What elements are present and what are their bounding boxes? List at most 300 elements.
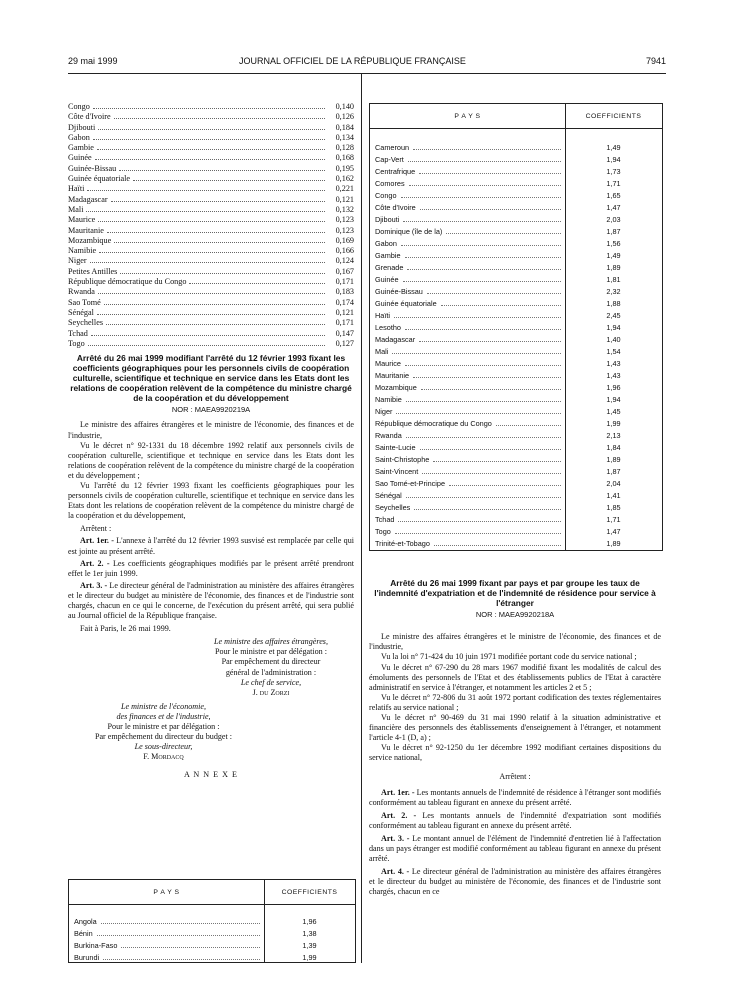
sig-line: Pour le ministre et par délégation :: [215, 647, 327, 657]
country-name: Saint-Christophe: [375, 454, 430, 464]
table-row: [370, 273, 662, 285]
dot-leader: [441, 299, 561, 306]
coefficient-value: 1,43: [606, 358, 621, 368]
dot-leader: [405, 323, 561, 330]
dot-leader: [446, 227, 561, 234]
table-header: [370, 104, 662, 129]
list-item: [68, 195, 354, 205]
dot-leader: [413, 371, 561, 378]
country-name: Namibie: [68, 246, 97, 256]
country-name: Tchad: [68, 328, 88, 338]
decree-2-article-3: [369, 834, 661, 864]
coefficient-value: 2,32: [606, 286, 621, 296]
dot-leader: [101, 917, 260, 924]
decree-1-preamble: Le ministre des affaires étrangères et le ministre de l'économie, des finances et de l'industrie,: [68, 420, 354, 440]
country-name: Gambie: [375, 250, 401, 260]
country-cell: [69, 929, 264, 938]
coefficient-value: 0,121: [335, 194, 354, 204]
decree-2-visa-2: Vu le décret n° 67-290 du 28 mars 1967 modifié fixant les modalités de calcul des émoluments des personnels de l'Etat et des établissements publics de l'Etat à caractère administratif en service à l'étranger, et notamment les articles 2 et 5 ;: [369, 662, 661, 692]
country-name: Trinité-et-Tobago: [375, 538, 430, 548]
dot-leader: [414, 503, 561, 510]
country-name: Mauritanie: [375, 370, 410, 380]
country-cell: [370, 191, 565, 200]
dot-leader: [408, 155, 561, 162]
country-name: Grenade: [375, 262, 404, 272]
country-name: Haïti: [68, 184, 85, 194]
country-cell: [370, 539, 565, 548]
country-cell: [370, 227, 565, 236]
table-row: [370, 453, 662, 465]
country-name: Congo: [375, 190, 397, 200]
dot-leader: [107, 226, 325, 233]
dot-leader: [103, 953, 260, 960]
coefficient-value: 0,124: [335, 256, 354, 266]
col-header-pays: P A Y S: [153, 888, 180, 896]
article-label: Art. 1er. -: [80, 536, 114, 546]
header-journal-title: JOURNAL OFFICIEL DE LA RÉPUBLIQUE FRANÇAISE: [239, 56, 466, 66]
coefficient-value: 1,89: [606, 262, 621, 272]
country-name: Cameroun: [375, 142, 410, 152]
coefficient-value: 1,54: [606, 346, 621, 356]
decree-2-visa-5: Vu le décret n° 92-1250 du 1er décembre 1992 modifiant certaines dispositions du service national,: [369, 743, 661, 763]
decree-2-article-2: [369, 811, 661, 831]
sig-name: J. du Zorzi: [252, 687, 290, 697]
dot-leader: [93, 133, 325, 140]
country-cell: [370, 455, 565, 464]
table-row: [370, 393, 662, 405]
country-cell: [370, 419, 565, 428]
country-cell: [69, 953, 264, 962]
list-item: [68, 205, 354, 215]
decree-1-visa-2: Vu l'arrêté du 12 février 1993 fixant les coefficients géographiques pour les personnels civils de coopération culturelle, scientifique et technique en service dans les Etats dont les relations de coopération relèvent de la compétence du ministre chargé de la coopération et du développement,: [68, 480, 354, 521]
coefficient-value: 0,132: [335, 204, 354, 214]
country-name: Rwanda: [68, 287, 95, 297]
table-row: [370, 441, 662, 453]
table-row: [370, 345, 662, 357]
sig-line: Le ministre des affaires étrangères,: [214, 637, 328, 647]
dot-leader: [449, 479, 561, 486]
country-cell: [370, 479, 565, 488]
country-cell: [370, 443, 565, 452]
list-item: [68, 102, 354, 112]
decree-2-visa-4: Vu le décret n° 90-469 du 31 mai 1990 relatif à la situation administrative et financière des personnels des établissements d'enseignement à l'étranger, et notamment l'article 4-1 (D, a) ;: [369, 713, 661, 743]
coefficient-value: 1,65: [606, 190, 621, 200]
table-row: [370, 417, 662, 429]
dot-leader: [403, 275, 561, 282]
article-text: Les montants annuels de l'indemnité de résidence à l'étranger sont modifiés conformément au tableau figurant en annexe du présent arrêté.: [369, 787, 661, 807]
article-label: Art. 3. -: [381, 833, 410, 843]
table-row: [370, 165, 662, 177]
decree-2-nor: NOR : MAEA9920218A: [475, 610, 555, 619]
country-name: Guinée équatoriale: [68, 174, 131, 184]
coefficient-value: 1,89: [606, 454, 621, 464]
left-column: [68, 102, 354, 781]
dot-leader: [99, 246, 325, 253]
table-row: [370, 189, 662, 201]
country-name: Madagascar: [68, 194, 108, 204]
coefficient-value: 0,121: [335, 307, 354, 317]
dot-leader: [114, 236, 325, 243]
country-name: Côte d'Ivoire: [68, 112, 111, 122]
dot-leader: [427, 287, 561, 294]
country-cell: [370, 491, 565, 500]
country-cell: [370, 299, 565, 308]
table-row: [370, 333, 662, 345]
coefficient-value: 0,162: [335, 174, 354, 184]
table-row: [370, 297, 662, 309]
column-divider: [361, 73, 362, 963]
country-name: Seychelles: [375, 502, 411, 512]
country-name: Comores: [375, 178, 405, 188]
table-row: [370, 309, 662, 321]
decree-1-article-3: [68, 581, 354, 621]
list-item: [68, 112, 354, 122]
coefficient-value: 1,49: [606, 142, 621, 152]
country-cell: [370, 515, 565, 524]
country-cell: [69, 941, 264, 950]
coefficient-value: 1,71: [606, 514, 621, 524]
list-item: [68, 287, 354, 297]
list-item: [68, 184, 354, 194]
coefficient-value: 1,56: [606, 238, 621, 248]
table-row: [370, 369, 662, 381]
country-name: Burkina-Faso: [74, 940, 118, 950]
sig-line: Le chef de service,: [240, 677, 302, 687]
dot-leader: [121, 941, 260, 948]
country-name: République démocratique du Congo: [68, 277, 187, 287]
country-cell: [370, 311, 565, 320]
coefficients-table: [369, 103, 663, 551]
header-page-number: 7941: [645, 56, 666, 66]
country-name: Angola: [74, 916, 97, 926]
dot-leader: [98, 215, 325, 222]
sig-line: Par empêchement du directeur: [221, 657, 321, 667]
country-name: Centrafrique: [375, 166, 416, 176]
country-name: Sénégal: [68, 307, 94, 317]
col-header-coefficients: COEFFICIENTS: [281, 888, 338, 896]
dot-leader: [406, 395, 561, 402]
table-row: [370, 285, 662, 297]
signature-block-1: [188, 637, 354, 698]
dot-leader: [111, 195, 325, 202]
list-item: [68, 226, 354, 236]
dot-leader: [133, 174, 325, 181]
country-name: Guinée-Bissau: [375, 286, 423, 296]
coefficient-value: 1,40: [606, 334, 621, 344]
sig-name: F. Mordacq: [143, 752, 184, 762]
dot-leader: [405, 359, 561, 366]
decree-2-visa-1: Vu la loi n° 71-424 du 10 juin 1971 modifiée portant code du service national ;: [381, 652, 637, 662]
coefficient-value: 1,81: [606, 274, 621, 284]
country-name: Guinée équatoriale: [375, 298, 437, 308]
page-header: [68, 56, 666, 70]
coefficient-value: 1,47: [606, 526, 621, 536]
annexe-heading: A N N E X E: [184, 770, 238, 780]
coefficient-value: 2,04: [606, 478, 621, 488]
dot-leader: [413, 143, 561, 150]
country-name: Guinée: [375, 274, 399, 284]
col-header-pays: P A Y S: [454, 112, 481, 120]
country-name: Maurice: [375, 358, 401, 368]
coefficient-value: 0,123: [335, 215, 354, 225]
country-cell: [370, 407, 565, 416]
table-row: [69, 951, 355, 963]
coefficient-value: 1,87: [606, 466, 621, 476]
article-text: Le montant annuel de l'élément de l'indemnité d'entretien lié à l'affectation dans un pays étranger est modifié conformément au tableau figurant en annexe du présent arrêté.: [369, 833, 661, 864]
coefficient-value: 0,169: [335, 235, 354, 245]
decree-2-arretent: Arrêtent :: [499, 771, 531, 781]
dot-leader: [406, 431, 561, 438]
country-cell: [370, 395, 565, 404]
list-item: [68, 123, 354, 133]
sig-line: Pour le ministre et par délégation :: [107, 722, 220, 732]
country-cell: [370, 155, 565, 164]
coefficient-list: [68, 102, 354, 349]
dot-leader: [396, 407, 561, 414]
country-name: Mozambique: [68, 235, 112, 245]
country-cell: [370, 371, 565, 380]
table-row: [370, 525, 662, 537]
decree-2-title: Arrêté du 26 mai 1999 fixant par pays et par groupe les taux de l'indemnité d'expatriation et de l'indemnité de résidence pour service à l'étranger: [374, 578, 656, 608]
country-cell: [370, 251, 565, 260]
country-cell: [370, 203, 565, 212]
dot-leader: [97, 308, 325, 315]
country-cell: [370, 467, 565, 476]
dot-leader: [87, 184, 325, 191]
list-item: [68, 174, 354, 184]
country-cell: [370, 275, 565, 284]
country-cell: [370, 143, 565, 152]
country-name: République démocratique du Congo: [375, 418, 492, 428]
header-rule: [68, 73, 666, 74]
country-cell: [370, 239, 565, 248]
table-row: [370, 465, 662, 477]
coefficient-value: 1,94: [606, 322, 621, 332]
country-name: Dominique (île de la): [375, 226, 443, 236]
header-date: 29 mai 1999: [68, 56, 118, 66]
country-name: Niger: [375, 406, 393, 416]
country-name: Togo: [68, 338, 85, 348]
coefficient-value: 1,84: [606, 442, 621, 452]
coefficient-value: 1,43: [606, 370, 621, 380]
list-item: [68, 236, 354, 246]
country-name: Bénin: [74, 928, 93, 938]
dot-leader: [97, 929, 260, 936]
coefficient-value: 1,71: [606, 178, 621, 188]
country-cell: [370, 287, 565, 296]
country-cell: [370, 503, 565, 512]
list-item: [68, 153, 354, 163]
table-row: [370, 237, 662, 249]
country-name: Lesotho: [375, 322, 401, 332]
country-name: Niger: [68, 256, 87, 266]
table-row: [370, 213, 662, 225]
country-name: Cap-Vert: [375, 154, 404, 164]
table-row: [370, 249, 662, 261]
dot-leader: [409, 179, 561, 186]
decree-2-article-1: [369, 788, 661, 808]
table-row: [370, 357, 662, 369]
coefficient-value: 0,184: [335, 122, 354, 132]
coefficient-value: 1,94: [606, 394, 621, 404]
table-row: [370, 537, 662, 549]
column-separator: [264, 880, 265, 962]
country-name: Guinée: [68, 153, 92, 163]
dot-leader: [104, 298, 325, 305]
article-text: Le directeur général de l'administration au ministère des affaires étrangères et le directeur du budget au ministère de l'économie, des finances et de l'industrie sont chargés, chacun en ce: [369, 867, 662, 897]
coefficient-value: 0,171: [335, 277, 354, 287]
sig-line: des finances et de l'industrie,: [116, 711, 211, 721]
list-item: [68, 298, 354, 308]
dot-leader: [98, 287, 325, 294]
column-separator: [565, 104, 566, 550]
country-name: Mauritanie: [68, 225, 104, 235]
dot-leader: [419, 335, 561, 342]
dot-leader: [189, 277, 325, 284]
decree-1-article-1: [68, 536, 354, 556]
list-item: [68, 215, 354, 225]
decree-1-visa-1: Vu le décret n° 92-1331 du 18 décembre 1992 relatif aux personnels civils de coopération culturelle, scientifique et technique en service dans les Etats dont les relations de coopération relèvent de la compétence du ministre chargé de la coopération et du développement ;: [68, 440, 354, 480]
article-label: Art. 4. -: [381, 867, 410, 877]
dot-leader: [114, 112, 325, 119]
dot-leader: [106, 318, 325, 325]
coefficient-value: 0,140: [335, 102, 354, 111]
coefficient-value: 1,87: [606, 226, 621, 236]
list-item: [68, 339, 354, 349]
table-row: [370, 381, 662, 393]
country-name: Gambie: [68, 143, 94, 153]
table-row: [370, 153, 662, 165]
table-body: [69, 905, 355, 963]
country-name: Madagascar: [375, 334, 416, 344]
coefficient-value: 1,96: [606, 382, 621, 392]
list-item: [68, 267, 354, 277]
decree-1-article-2: [68, 559, 354, 579]
country-name: Mozambique: [375, 382, 417, 392]
coefficient-value: 1,41: [606, 490, 621, 500]
coefficient-value: 0,166: [335, 246, 354, 256]
table-row: [370, 477, 662, 489]
country-cell: [370, 263, 565, 272]
dot-leader: [86, 205, 325, 212]
country-name: Haïti: [375, 310, 391, 320]
dot-leader: [496, 419, 561, 426]
table-row: [69, 939, 355, 951]
annexe-table: [68, 879, 356, 963]
decree-1: [68, 353, 354, 780]
sig-line: Le sous-directeur,: [134, 742, 193, 752]
signature-block-2: [68, 702, 259, 763]
list-item: [68, 277, 354, 287]
coefficient-value: 0,126: [335, 112, 354, 122]
dot-leader: [97, 143, 325, 150]
dot-leader: [120, 267, 325, 274]
dot-leader: [421, 383, 561, 390]
country-cell: [370, 335, 565, 344]
country-name: Togo: [375, 526, 391, 536]
decree-1-arretent: Arrêtent :: [80, 524, 112, 534]
table-row: [370, 321, 662, 333]
list-item: [68, 143, 354, 153]
coefficient-value: 2,13: [606, 430, 621, 440]
coefficient-value: 0,167: [335, 266, 354, 276]
coefficient-value: 1,89: [606, 538, 621, 548]
dot-leader: [407, 263, 561, 270]
dot-leader: [419, 167, 561, 174]
article-text: Le directeur général de l'administration au ministère des affaires étrangères et le directeur du budget au ministère de l'économie, des finances et de l'industrie sont chargés, chacun en ce qui le concerne, de l'exécution du présent arrêté, qui sera publié au Journal officiel de la République française.: [68, 580, 355, 621]
dot-leader: [401, 239, 561, 246]
dot-leader: [422, 467, 561, 474]
decree-1-date-place: Fait à Paris, le 26 mai 1999.: [80, 624, 171, 634]
country-cell: [370, 383, 565, 392]
coefficient-value: 0,134: [335, 132, 354, 142]
coefficient-value: 0,174: [335, 297, 354, 307]
country-cell: [370, 323, 565, 332]
country-name: Mali: [375, 346, 389, 356]
coefficient-value: 0,183: [335, 287, 354, 297]
dot-leader: [434, 539, 561, 546]
article-label: Art. 1er. -: [381, 787, 415, 797]
table-row: [370, 261, 662, 273]
table-row: [370, 201, 662, 213]
sig-line: Par empêchement du directeur du budget :: [94, 732, 233, 742]
decree-2-article-4: [369, 867, 661, 897]
country-name: Namibie: [375, 394, 402, 404]
coefficient-value: 1,39: [302, 940, 317, 950]
article-label: Art. 2. -: [381, 810, 417, 820]
coefficient-value: 1,99: [606, 418, 621, 428]
country-cell: [69, 917, 264, 926]
table-row: [370, 141, 662, 153]
dot-leader: [91, 329, 325, 336]
dot-leader: [394, 311, 561, 318]
dot-leader: [433, 455, 561, 462]
coefficient-value: 1,85: [606, 502, 621, 512]
country-name: Gabon: [375, 238, 397, 248]
country-name: Sainte-Lucie: [375, 442, 416, 452]
coefficient-value: 1,94: [606, 154, 621, 164]
dot-leader: [98, 123, 325, 130]
country-cell: [370, 527, 565, 536]
table-row: [370, 429, 662, 441]
coefficient-value: 0,147: [335, 328, 354, 338]
country-name: Rwanda: [375, 430, 402, 440]
decree-1-nor: NOR : MAEA9920219A: [171, 405, 251, 415]
table-row: [69, 915, 355, 927]
dot-leader: [119, 164, 325, 171]
dot-leader: [398, 515, 561, 522]
country-name: Tchad: [375, 514, 395, 524]
dot-leader: [88, 339, 325, 346]
list-item: [68, 133, 354, 143]
table-row: [370, 489, 662, 501]
coefficient-value: 1,49: [606, 250, 621, 260]
country-name: Côte d'Ivoire: [375, 202, 416, 212]
dot-leader: [403, 215, 561, 222]
coefficient-value: 2,03: [606, 214, 621, 224]
dot-leader: [405, 251, 561, 258]
coefficient-value: 0,195: [335, 163, 354, 173]
coefficient-value: 2,45: [606, 310, 621, 320]
sig-line: général de l'administration :: [225, 667, 317, 677]
country-name: Mali: [68, 204, 84, 214]
article-label: Art. 2. -: [80, 558, 110, 568]
country-cell: [370, 215, 565, 224]
coefficient-value: 1,96: [302, 916, 317, 926]
decree-1-title: Arrêté du 26 mai 1999 modifiant l'arrêté du 12 février 1993 fixant les coefficients géographiques pour les personnels civils de coopération culturelle, scientifique et technique en service dans les Etats dont les relations de coopération relèvent de la compétence du ministre chargé de la coopération et du développement: [70, 353, 352, 404]
sig-line: Le ministre de l'économie,: [120, 701, 207, 711]
country-name: Sao Tomé-et-Principe: [375, 478, 446, 488]
